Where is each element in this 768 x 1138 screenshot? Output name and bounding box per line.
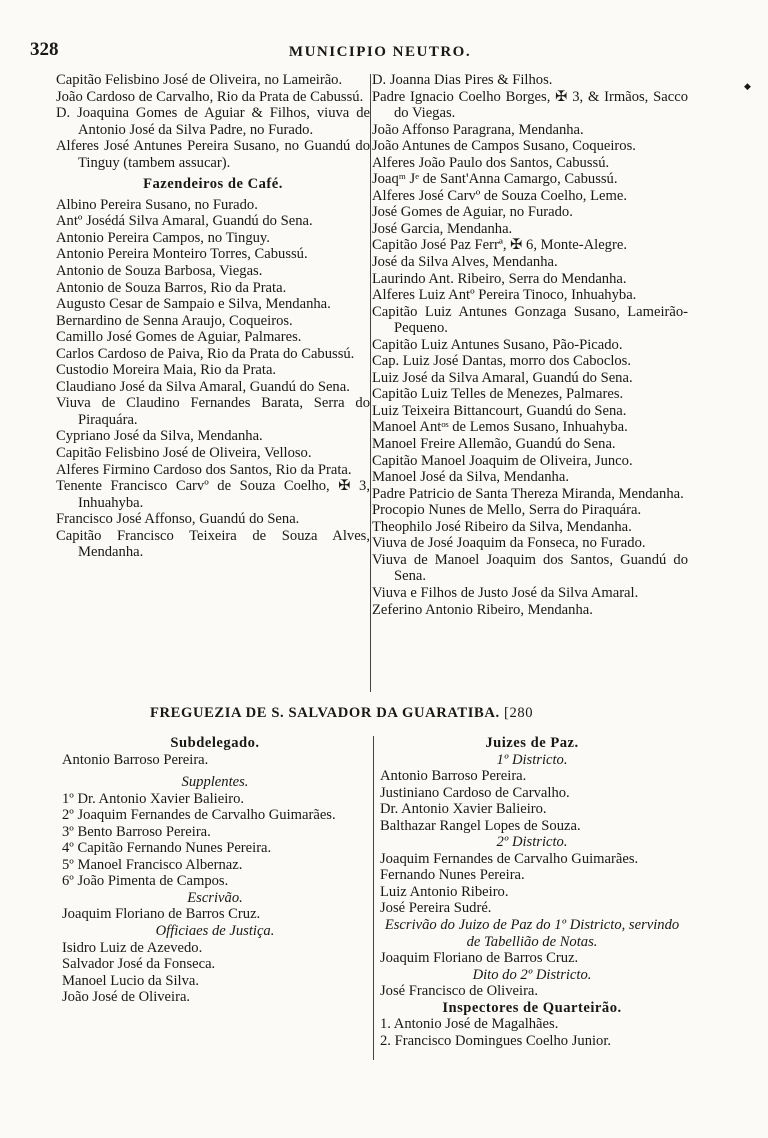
- list-entry: 5º Manoel Francisco Albernaz.: [62, 856, 243, 873]
- page-header: [30, 39, 730, 64]
- list-entry: Manoel Lucio da Silva.: [62, 972, 199, 989]
- list-entry: Luiz Antonio Ribeiro.: [380, 883, 509, 900]
- escrivao-juizo-heading: Escrivão do Juizo de Paz do 1º Districto, servindo de Tabellião de Notas.: [384, 917, 680, 950]
- district1-list: [376, 768, 688, 834]
- list-entry: Camillo José Gomes de Aguiar, Palmares.: [56, 329, 302, 346]
- list-entry: Manoel Antᵒˢ de Lemos Susano, Inhuahyba.: [372, 419, 628, 436]
- fazendeiros-heading: Fazendeiros de Café.: [143, 176, 283, 193]
- district2-list: [376, 851, 688, 917]
- list-entry: 6º João Pimenta de Campos.: [62, 873, 229, 890]
- list-entry: Capitão Felisbino José de Oliveira, no Lameirão.: [56, 72, 343, 88]
- column-divider: [370, 74, 371, 692]
- list-entry: Manoel José da Silva, Mendanha.: [372, 469, 569, 486]
- subdelegado-heading: Subdelegado.: [170, 735, 260, 751]
- running-title: MUNICIPIO NEUTRO.: [288, 44, 472, 60]
- inspectores-heading: Inspectores de Quarteirão.: [442, 999, 622, 1016]
- list-entry: Procopio Nunes de Mello, Serra do Piraquára.: [372, 502, 642, 519]
- list-entry: 4º Capitão Fernando Nunes Pereira.: [62, 840, 272, 857]
- list-entry: Manoel Freire Allemão, Guandú do Sena.: [372, 436, 616, 453]
- section-ref: [280: [504, 705, 534, 721]
- escrivao-juizo-name: Joaquim Floriano de Barros Cruz.: [380, 950, 579, 967]
- list-entry: Antonio de Souza Barros, Rio da Prata.: [56, 279, 287, 296]
- escrivao-name: Joaquim Floriano de Barros Cruz.: [62, 906, 261, 923]
- list-entry: João Affonso Paragrana, Mendanha.: [372, 121, 584, 138]
- list-entry: 3º Bento Barroso Pereira.: [62, 823, 211, 840]
- list-entry: D. Joanna Dias Pires & Filhos.: [372, 72, 553, 88]
- list-entry: Isidro Luiz de Azevedo.: [62, 939, 203, 956]
- list-entry: Antonio de Souza Barbosa, Viegas.: [56, 263, 263, 280]
- list-entry: João José de Oliveira.: [62, 989, 191, 1006]
- list-entry: Joaqᵐ Jᵉ de Sant'Anna Camargo, Cabussú.: [372, 171, 618, 188]
- supplentes-list: [58, 791, 372, 890]
- list-entry: Capitão Luiz Antunes Gonzaga Susano, Lameirão-Pequeno.: [372, 303, 688, 337]
- list-entry: Luiz Teixeira Bittancourt, Guandú do Sena.: [372, 402, 627, 419]
- list-entry: José Garcia, Mendanha.: [372, 220, 513, 237]
- list-entry: Tenente Francisco Carvº de Souza Coelho, ✠ 3, Inhuahyba.: [56, 478, 370, 511]
- list-entry: Capitão Luiz Telles de Menezes, Palmares.: [372, 386, 624, 403]
- right-column-top: [372, 72, 688, 618]
- subdelegado-name: Antonio Barroso Pereira.: [62, 751, 209, 768]
- right-top-entries: [372, 72, 688, 618]
- list-entry: Antonio Barroso Pereira.: [380, 768, 527, 785]
- list-entry: Laurindo Ant. Ribeiro, Serra do Mendanha.: [372, 270, 627, 287]
- column-divider-bottom: [373, 736, 374, 1060]
- list-entry: Theophilo José Ribeiro da Silva, Mendanha.: [372, 518, 632, 535]
- list-entry: Custodio Moreira Maia, Rio da Prata.: [56, 362, 277, 379]
- list-entry: Luiz José da Silva Amaral, Guandú do Sena.: [372, 369, 633, 386]
- list-entry: 1º Dr. Antonio Xavier Balieiro.: [62, 790, 245, 807]
- section-title: [150, 705, 670, 722]
- list-entry: José Gomes de Aguiar, no Furado.: [372, 204, 573, 221]
- list-entry: Dr. Antonio Xavier Balieiro.: [380, 801, 547, 818]
- list-entry: Alferes José Antunes Pereira Susano, no Guandú do Tinguy (tambem assucar).: [56, 138, 370, 171]
- section-title-text: FREGUEZIA DE S. SALVADOR DA GUARATIBA.: [150, 705, 500, 721]
- dito-heading: Dito do 2º Districto.: [472, 966, 592, 983]
- list-entry: Albino Pereira Susano, no Furado.: [56, 196, 258, 213]
- list-entry: Alferes Firmino Cardoso dos Santos, Rio da Prata.: [56, 461, 352, 478]
- list-entry: Capitão José Paz Ferrª, ✠ 6, Monte-Alegre.: [372, 237, 627, 254]
- left-top-entries: [56, 72, 370, 171]
- list-entry: Augusto Cesar de Sampaio e Silva, Mendanha.: [56, 296, 331, 313]
- list-entry: Salvador José da Fonseca.: [62, 956, 216, 973]
- list-entry: Justiniano Cardoso de Carvalho.: [380, 784, 570, 801]
- list-entry: Alferes José Carvº de Souza Coelho, Leme.: [372, 187, 627, 204]
- right-column-bottom: [376, 735, 688, 1049]
- district1-heading: 1º Districto.: [496, 751, 568, 768]
- list-entry: Balthazar Rangel Lopes de Souza.: [380, 817, 581, 834]
- list-entry: D. Joaquina Gomes de Aguiar & Filhos, viuva de Antonio José da Silva Padre, no Furado.: [56, 105, 370, 138]
- dito-name: José Francisco de Oliveira.: [380, 983, 539, 1000]
- list-entry: Viuva de Claudino Fernandes Barata, Serra do Piraquára.: [56, 395, 370, 428]
- list-entry: Joaquim Fernandes de Carvalho Guimarães.: [380, 850, 639, 867]
- list-entry: Antº Josédá Silva Amaral, Guandú do Sena.: [56, 213, 313, 230]
- list-entry: Zeferino Antonio Ribeiro, Mendanha.: [372, 601, 593, 618]
- list-entry: João Antunes de Campos Susano, Coqueiros.: [372, 138, 636, 155]
- page-number: 328: [30, 39, 59, 60]
- list-entry: Alferes João Paulo dos Santos, Cabussú.: [372, 154, 610, 171]
- officiaes-heading: Officiaes de Justiça.: [155, 923, 275, 940]
- list-entry: Fernando Nunes Pereira.: [380, 867, 525, 884]
- list-entry: José Pereira Sudré.: [380, 900, 492, 917]
- list-entry: Francisco José Affonso, Guandú do Sena.: [56, 511, 300, 528]
- list-entry: 2. Francisco Domingues Coelho Junior.: [380, 1032, 612, 1049]
- juizes-heading: Juizes de Paz.: [485, 735, 579, 751]
- list-entry: Viuva e Filhos de Justo José da Silva Amaral.: [372, 584, 639, 601]
- list-entry: Capitão Manoel Joaquim de Oliveira, Junco.: [372, 452, 633, 469]
- list-entry: 1. Antonio José de Magalhães.: [380, 1016, 559, 1033]
- list-entry: Carlos Cardoso de Paiva, Rio da Prata do Cabussú.: [56, 345, 355, 362]
- list-entry: Cap. Luiz José Dantas, morro dos Caboclos.: [372, 353, 631, 370]
- officiaes-list: [58, 940, 372, 1006]
- list-entry: Capitão Luiz Antunes Susano, Pão-Picado.: [372, 336, 623, 353]
- list-entry: Padre Patricio de Santa Thereza Miranda, Mendanha.: [372, 485, 684, 502]
- list-entry: Antonio Pereira Monteiro Torres, Cabussú.: [56, 246, 308, 263]
- left-column-bottom: [58, 735, 372, 1006]
- list-entry: Viuva de Manoel Joaquim dos Santos, Guandú do Sena.: [372, 551, 688, 585]
- list-entry: João Cardoso de Carvalho, Rio da Prata de Cabussú.: [56, 88, 364, 105]
- list-entry: Capitão Francisco Teixeira de Souza Alves, Mendanha.: [56, 527, 370, 561]
- list-entry: Bernardino de Senna Araujo, Coqueiros.: [56, 312, 293, 329]
- left-cafe-entries: [56, 197, 370, 561]
- list-entry: Alferes Luiz Antº Pereira Tinoco, Inhuahyba.: [372, 287, 637, 304]
- list-entry: Claudiano José da Silva Amaral, Guandú do Sena.: [56, 378, 350, 395]
- escrivao-heading: Escrivão.: [187, 889, 243, 906]
- left-column-top: [56, 72, 370, 561]
- list-entry: Viuva de José Joaquim da Fonseca, no Furado.: [372, 535, 646, 552]
- list-entry: Padre Ignacio Coelho Borges, ✠ 3, & Irmãos, Sacco do Viegas.: [372, 88, 688, 122]
- list-entry: 2º Joaquim Fernandes de Carvalho Guimarães.: [62, 807, 336, 824]
- margin-mark: ◆: [744, 81, 751, 91]
- district2-heading: 2º Districto.: [496, 834, 568, 851]
- list-entry: José da Silva Alves, Mendanha.: [372, 254, 558, 271]
- inspectores-list: [376, 1016, 688, 1049]
- list-entry: Cypriano José da Silva, Mendanha.: [56, 428, 263, 445]
- list-entry: Antonio Pereira Campos, no Tinguy.: [56, 229, 270, 246]
- list-entry: Capitão Felisbino José de Oliveira, Velloso.: [56, 445, 312, 462]
- supplentes-heading: Supplentes.: [181, 774, 249, 791]
